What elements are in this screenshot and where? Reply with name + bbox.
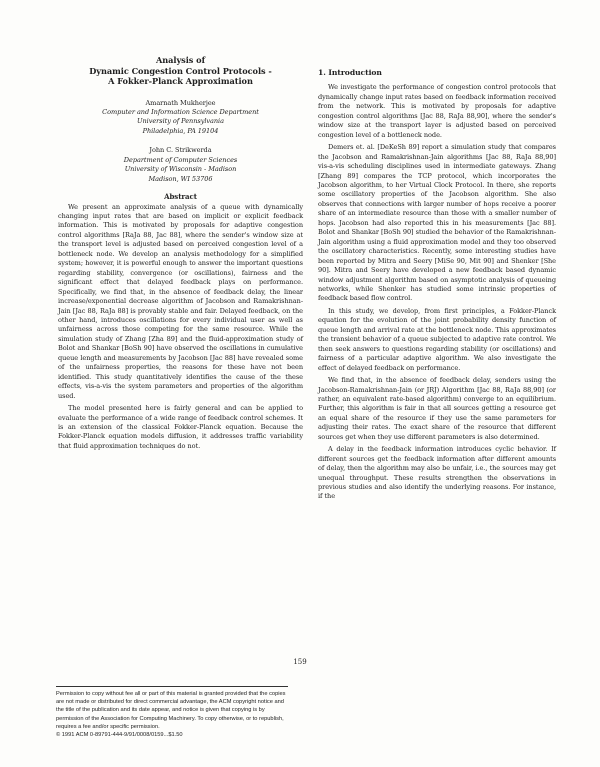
title-line: Analysis of (155, 55, 206, 65)
copyright-line: © 1991 ACM 0-89791-444-9/91/0008/0159...$1.50 (56, 732, 183, 739)
title-line: A Fokker-Planck Approximation (108, 76, 253, 86)
intro-paragraph: We find that, in the absence of feedback delay, senders using the Jacobson-Ramakrishnan-Jain (or JRJ) Algorithm [Jac 88, RaJa 88,90] (or rather, an equivalent rate-based algorithm) converge to an equilibrium. Further, this algorithm is fair in that all sources getting a resource get an equal share of the resource if they use the same parameters for adjusting their rates. The exact share of the resource that different sources get when they use different parameters is also determined. (318, 376, 556, 441)
left-column (58, 55, 303, 454)
paper-title (58, 55, 303, 87)
author-affiliation: University of Wisconsin - Madison (124, 165, 237, 174)
author-name: John C. Strikwerda (149, 146, 212, 155)
intro-paragraph: In this study, we develop, from first principles, a Fokker-Planck equation for the evolution of the joint probability density function of queue length and arrival rate at the bottleneck node. This approximates the transient behavior of a queue subjected to adaptive rate control. We then seek answers to questions regarding stability (or oscillations) and fairness of a particular adaptive algorithm. We also investigate the effect of delayed feedback on performance. (318, 306, 556, 372)
author-name: Amarnath Mukherjee (145, 98, 216, 107)
author-address: Philadelphia, PA 19104 (142, 126, 219, 135)
author-affiliation: Department of Computer Sciences (123, 155, 238, 164)
title-line: Dynamic Congestion Control Protocols - (89, 65, 272, 76)
author-affiliation: Computer and Information Science Department (102, 107, 259, 116)
abstract-paragraph: The model presented here is fairly general and can be applied to evaluate the performance of a wide range of feedback control schemes. It is an extension of the classical Fokker-Planck equation. Because the Fokker-Planck equation models diffusion, it addresses traffic variability that fluid approximation techniques do not. (58, 404, 303, 450)
section-heading: 1. Introduction (318, 68, 382, 77)
intro-paragraph: We investigate the performance of congestion control protocols that dynamically change input rates based on feedback information received from the network. This is motivated by proposals for adaptive congestion control algorithms [Jac 88, RaJa 88,90], where the sender's window size at the transport layer is adjusted based on perceived congestion level of a bottleneck node. (318, 83, 556, 139)
intro-paragraph: Demers et. al. [DeKeSh 89] report a simulation study that compares the Jacobson and Ramakrishnan-Jain algorithms [Jac 88, RaJa 88,90] vis-a-vis scheduling disciplines used in intermediate gateways. Zhang [Zhang 89] compares the TCP protocol, which incorporates the Jacobson algorithm, to her Virtual Clock Protocol. In there, she reports some oscillatory properties of the Jacobson algorithm. She also observes that connections with larger number of hops receive a poorer share of an intermediate resource than those with a smaller number of hops. Jacobson had also reported this in his measurements [Jac 88]. Bolot and Shankar [BoSh 90] studied the behavior of the Ramakrishnan-Jain algorithm using a fluid approximation model and they too observed the oscillatory characteristics. Recently, some interesting studies have been reported by Mitra and Seery [MiSe 90, Mit 90] and Shenker [She 90]. Mitra and Seery have developed a new feedback based dynamic window adjustment algorithm based on asymptotic analysis of queueing networks, while Shenker has studied some intrinsic properties of feedback based flow control. (318, 143, 556, 303)
permission-text: Permission to copy without fee all or part of this material is granted provided that the copies are not made or distributed for direct commercial advantage, the ACM copyright notice and the title of the publication and its date appear, and notice is given that copying is by permission of the Association for Computing Machinery. To copy otherwise, or to republish, requires a fee and/or specific permission. (56, 691, 286, 730)
page-number: 159 (293, 658, 307, 666)
intro-paragraph: A delay in the feedback information introduces cyclic behavior. If different sources get the feedback information after different amounts of delay, then the algorithm may also be unfair, i.e., the sources may get unequal throughput. These results strengthen the observations in previous studies and also identify the underlying reasons. For instance, if the (318, 445, 556, 501)
author-block-1 (58, 99, 303, 137)
author-address: Madison, WI 53706 (148, 174, 213, 183)
right-column (318, 68, 556, 505)
abstract-heading: Abstract (164, 192, 197, 202)
abstract-paragraph: We present an approximate analysis of a queue with dynamically changing input rates that are based on implicit or explicit feedback information. This is motivated by proposals for adaptive congestion control algorithms [RaJa 88, Jac 88], where the sender's window size at the transport level is adjusted based on perceived congestion level of a bottleneck node. We develop an analysis methodology for a simplified system; however, it is powerful enough to answer the important questions regarding stability, convergence (or oscillations), fairness and the significant effect that delayed feedback plays on performance. Specifically, we find that, in the absence of feedback delay, the linear increase/exponential decrease algorithm of Jacobson and Ramakrishnan-Jain [Jac 88, RaJa 88] is provably stable and fair. Delayed feedback, on the other hand, introduces oscillations for every individual user as well as unfairness across those competing for the same resource. While the simulation study of Zhang [Zha 89] and the fluid-approximation study of Bolot and Shankar [BoSh 90] have observed the oscillations in cumulative queue length and measurements by Jacobson [Jac 88] have revealed some of the unfairness properties, the reasons for these have not been identified. This study quantitatively identifies the cause of the these effects, vis-a-vis the system parameters and properties of the algorithm used. (58, 202, 303, 400)
author-affiliation: University of Pennsylvania (137, 117, 224, 126)
permission-notice (56, 686, 288, 739)
author-block-2 (58, 146, 303, 184)
